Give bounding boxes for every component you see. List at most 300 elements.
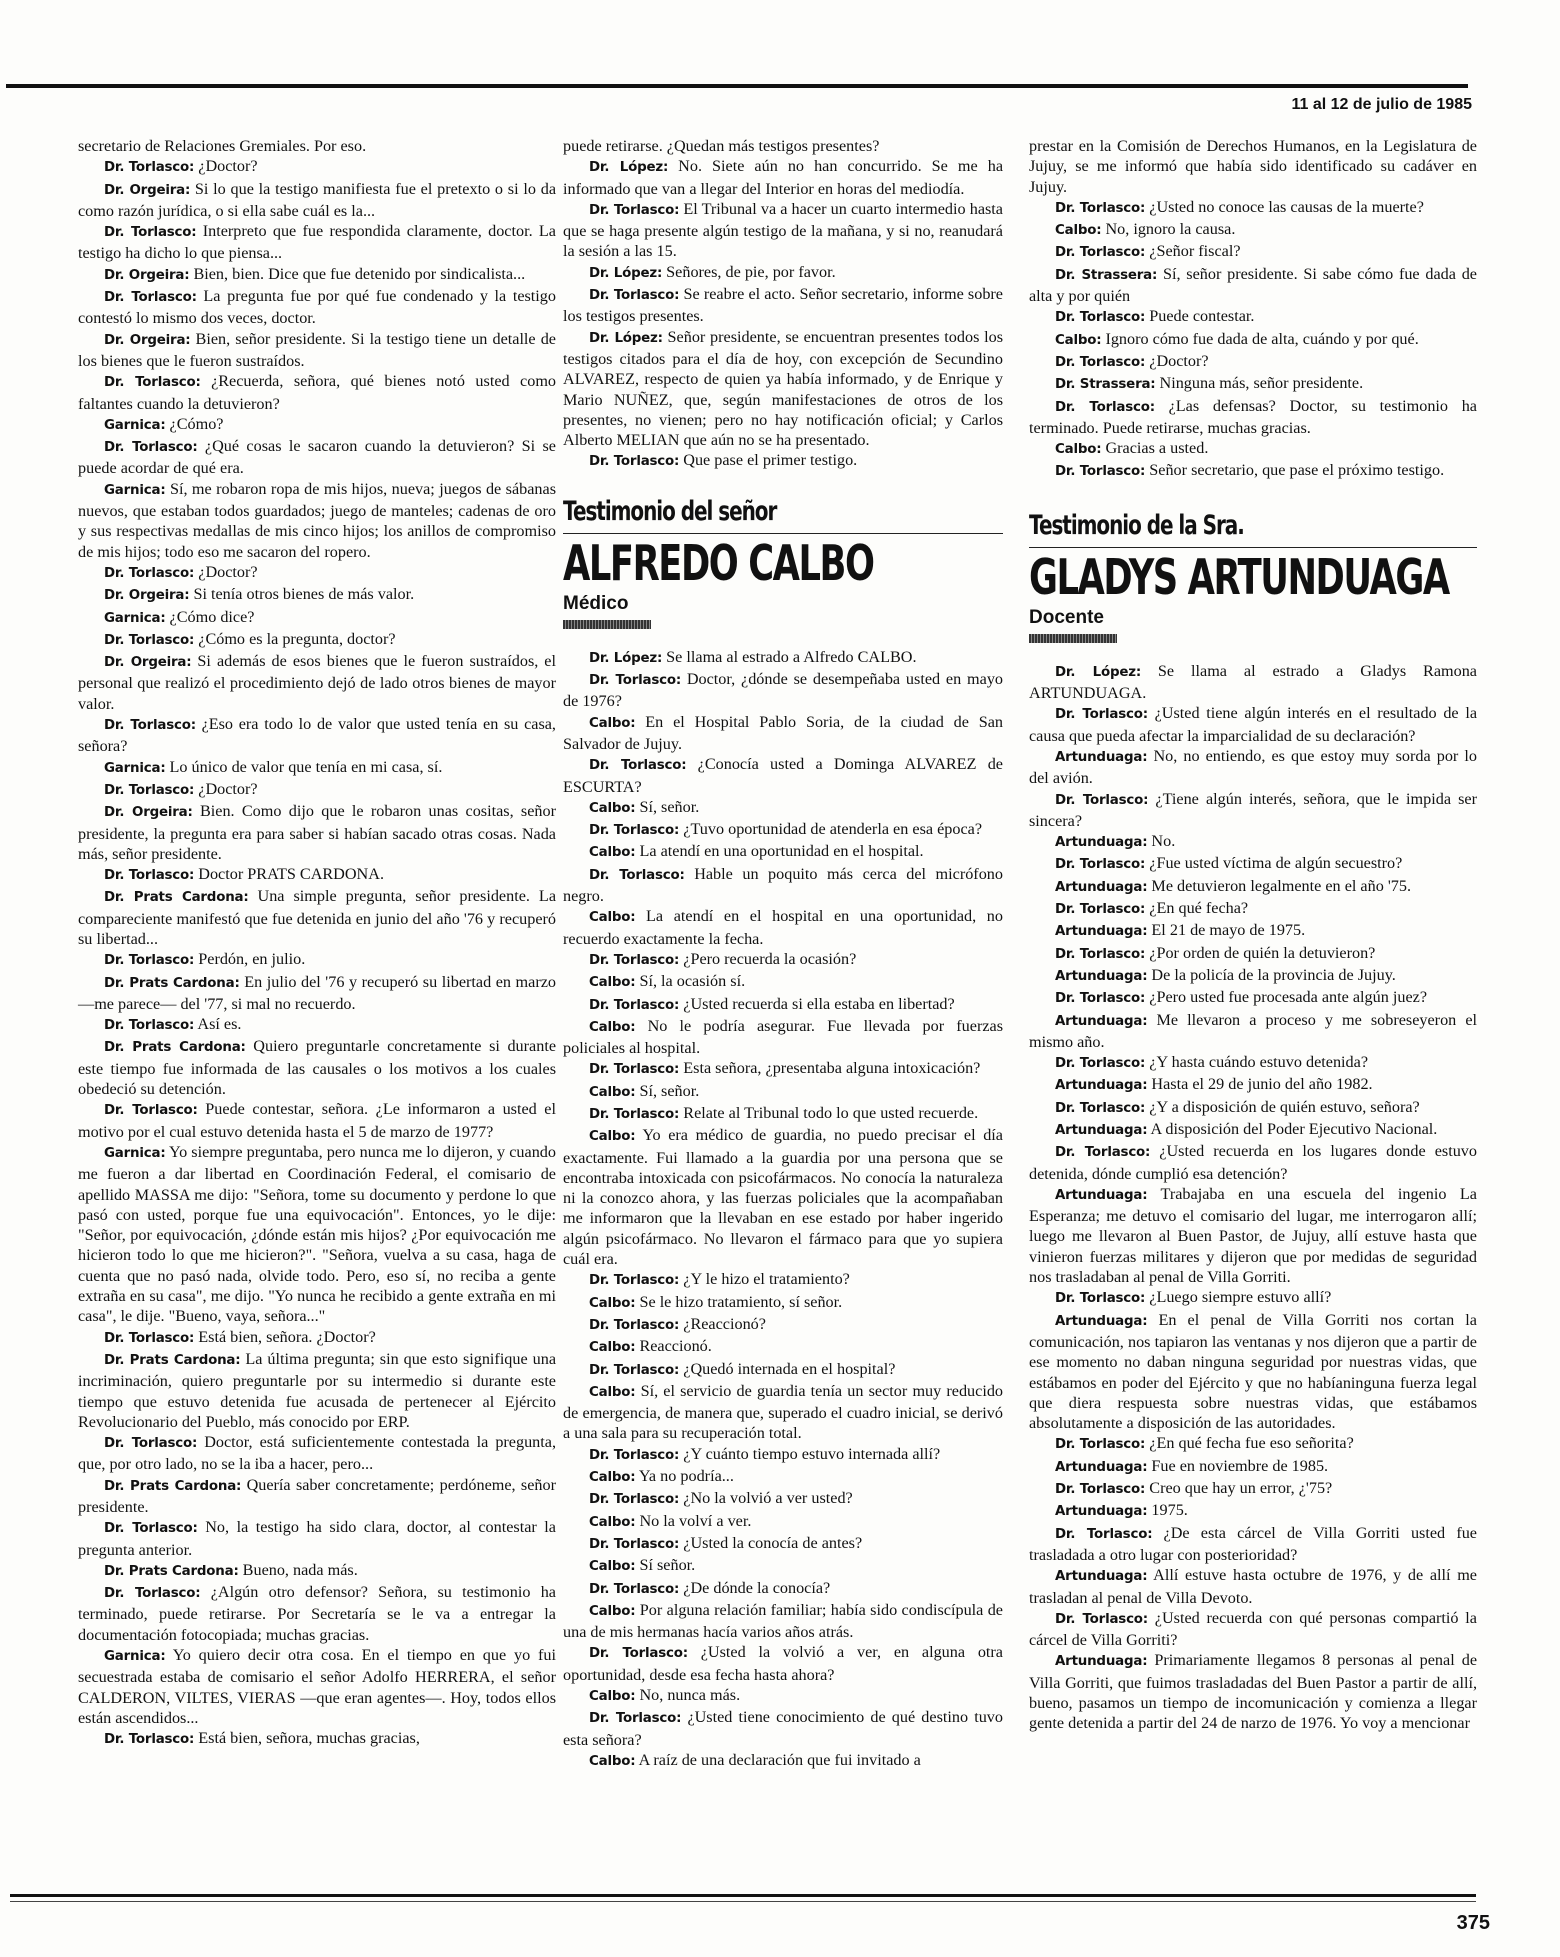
heading-rule	[563, 533, 1003, 534]
speech-text: No, nunca más.	[639, 1686, 741, 1704]
transcript-paragraph	[563, 1750, 1003, 1772]
transcript-paragraph	[563, 1292, 1003, 1314]
transcript-paragraph	[1029, 965, 1477, 987]
speech-text: Puede contestar.	[1149, 307, 1255, 326]
transcript-paragraph	[78, 414, 556, 436]
speech-text: Yo quiero decir otra cosa. En el tiempo en que yo fui secuestrada estaba de comisario el señor Adolfo HERRERA, el señor CALDERON, VILTES, VIERAS —que eran agentes—. Hoy, todos ellos están ascendidos...	[78, 1646, 556, 1727]
speaker-label: Artunduaga:	[1055, 1187, 1148, 1203]
transcript-paragraph	[1029, 661, 1477, 704]
transcript-paragraph	[1029, 1310, 1477, 1434]
transcript-paragraph	[1029, 306, 1477, 328]
transcript-paragraph	[1029, 987, 1477, 1009]
speech-text: Sí, la ocasión sí.	[639, 972, 746, 991]
speaker-label: Garnica:	[104, 1649, 166, 1665]
speech-text: Doctor, ¿dónde se desempeñaba usted en mayo de 1976?	[563, 670, 1004, 711]
speech-text: prestar en la Comisión de Derechos Humanos, en la Legislatura de Jujuy, se me informó que había sido identificado su cadáver en Jujuy.	[1029, 137, 1477, 196]
transcript-paragraph	[563, 262, 1003, 284]
transcript-paragraph	[1029, 460, 1477, 482]
speech-text: ¿De dónde la conocía?	[683, 1578, 831, 1597]
speaker-label: Dr. Torlasco:	[589, 1581, 680, 1597]
transcript-paragraph	[563, 994, 1003, 1016]
speaker-label: Artunduaga:	[1055, 1078, 1148, 1094]
testimony-heading-intro: Testimonio de la Sra.	[1029, 509, 1244, 541]
transcript-paragraph	[1029, 197, 1477, 219]
testimony-heading-intro: Testimonio del señor	[563, 495, 777, 527]
transcript-paragraph	[78, 136, 556, 156]
transcript-paragraph	[78, 1517, 556, 1560]
speech-text: Lo único de valor que tenía en mi casa, sí.	[169, 757, 443, 776]
transcript-paragraph	[563, 949, 1003, 971]
transcript-paragraph	[1029, 1052, 1477, 1074]
speech-text: ¿En qué fecha?	[1149, 899, 1249, 918]
speaker-label: Dr. Torlasco:	[589, 1273, 680, 1289]
speech-text: Hable un poquito más cerca del micrófono negro.	[563, 864, 1003, 906]
speaker-label: Dr. Orgeira:	[104, 182, 191, 198]
speaker-label: Dr. Torlasco:	[589, 1536, 680, 1552]
speech-text: Hasta el 29 de junio del año 1982.	[1151, 1075, 1373, 1094]
speaker-label: Garnica:	[104, 1145, 166, 1161]
page-number: 375	[1456, 1912, 1490, 1934]
speaker-label: Calbo:	[589, 1514, 636, 1530]
speaker-label: Dr. Torlasco:	[104, 225, 197, 241]
speech-text: Señor secretario, que pase el próximo testigo.	[1149, 461, 1445, 480]
speech-text: Bien, señor presidente. Si la testigo tiene un detalle de los bienes que le fueron sustraídos.	[78, 329, 556, 370]
speaker-label: Calbo:	[589, 845, 636, 861]
transcript-paragraph	[78, 1349, 556, 1432]
speech-text: No, la testigo ha sido clara, doctor, al contestar la pregunta anterior.	[78, 1518, 556, 1559]
speech-text: ¿Usted no conoce las causas de la muerte?	[1149, 197, 1424, 216]
speaker-label: Dr. Torlasco:	[104, 440, 198, 456]
transcript-paragraph	[1029, 1184, 1477, 1287]
transcript-paragraph	[1029, 920, 1477, 942]
speaker-label: Dr. Prats Cardona:	[104, 1040, 246, 1056]
transcript-paragraph	[78, 779, 556, 801]
speaker-label: Dr. Torlasco:	[589, 1362, 680, 1378]
transcript-paragraph	[563, 450, 1003, 472]
transcript-paragraph	[563, 797, 1003, 819]
transcript-paragraph	[563, 841, 1003, 863]
speech-text: ¿Cómo dice?	[169, 607, 255, 626]
speaker-label: Garnica:	[104, 760, 166, 776]
speaker-label: Dr. Torlasco:	[1055, 946, 1146, 962]
speaker-label: Dr. Orgeira:	[104, 267, 190, 283]
speaker-label: Dr. Torlasco:	[104, 632, 195, 648]
speech-text: La atendí en el hospital en una oportunidad, no recuerdo exactamente la fecha.	[563, 907, 1003, 948]
speaker-label: Dr. Prats Cardona:	[104, 975, 240, 991]
speaker-label: Dr. Torlasco:	[1055, 792, 1149, 808]
transcript-paragraph	[78, 1560, 556, 1582]
transcript-paragraph	[563, 754, 1003, 797]
speech-text: ¿Pero usted fue procesada ante algún juez?	[1149, 988, 1428, 1007]
speaker-label: Dr. Strassera:	[1055, 267, 1158, 283]
speech-text: Bien, bien. Dice que fue detenido por sindicalista...	[193, 264, 526, 283]
transcript-paragraph	[1029, 1565, 1477, 1608]
speech-text: Esta señora, ¿presentaba alguna intoxicación?	[683, 1059, 981, 1078]
speaker-label: Dr. Torlasco:	[104, 1732, 195, 1748]
speaker-label: Dr. Torlasco:	[104, 1103, 198, 1119]
speech-text: Sí señor.	[639, 1556, 696, 1575]
speech-text: ¿Usted la conocía de antes?	[683, 1533, 863, 1552]
transcript-paragraph	[563, 1511, 1003, 1533]
speech-text: Si tenía otros bienes de más valor.	[193, 585, 415, 604]
transcript-paragraph	[563, 1578, 1003, 1600]
speaker-label: Dr. Torlasco:	[1055, 399, 1155, 415]
speaker-label: Dr. Torlasco:	[589, 1492, 680, 1508]
speaker-label: Artunduaga:	[1055, 1459, 1148, 1475]
transcript-paragraph	[1029, 789, 1477, 832]
transcript-paragraph	[563, 136, 1003, 156]
speaker-label: Dr. Torlasco:	[1055, 902, 1146, 918]
speech-text: Ya no podría...	[638, 1467, 734, 1486]
speech-text: ¿Usted recuerda si ella estaba en libertad?	[683, 994, 955, 1013]
speaker-label: Garnica:	[104, 610, 166, 626]
column-2-transcript-top	[563, 136, 1003, 473]
speaker-label: Dr. Prats Cardona:	[104, 1478, 242, 1494]
speaker-label: Dr. Torlasco:	[589, 1106, 680, 1122]
speech-text: Me llevaron a proceso y me sobreseyeron el mismo año.	[1029, 1010, 1477, 1051]
speaker-label: Garnica:	[104, 482, 166, 498]
speech-text: ¿Quedó internada en el hospital?	[683, 1359, 896, 1378]
column-2	[563, 136, 1003, 1772]
speech-text: ¿Luego siempre estuvo allí?	[1149, 1288, 1332, 1307]
speaker-label: Calbo:	[589, 800, 636, 816]
speech-text: ¿Recuerda, señora, qué bienes notó usted como faltantes cuando la detuvieron?	[78, 372, 557, 413]
speaker-label: Dr. Torlasco:	[589, 1646, 688, 1662]
speech-text: Si además de esos bienes que le fueron sustraídos, el personal que realizó el procedimiento dejó de lado otros bienes de mayor valor.	[78, 652, 556, 713]
speech-text: Relate al Tribunal todo lo que usted recuerde.	[683, 1103, 979, 1122]
speaker-label: Dr. Torlasco:	[589, 673, 681, 689]
witness-profession: Médico	[563, 592, 629, 614]
speaker-label: Dr. López:	[589, 265, 663, 281]
speech-text: ¿Usted recuerda en los lugares donde estuvo detenida, dónde cumplió esa detención?	[1029, 1142, 1477, 1183]
speaker-label: Artunduaga:	[1055, 879, 1148, 895]
transcript-paragraph	[1029, 831, 1477, 853]
speech-text: ¿Y cuánto tiempo estuvo internada allí?	[683, 1444, 941, 1463]
speaker-label: Dr. Torlasco:	[104, 953, 195, 969]
heading-bar	[1029, 634, 1117, 643]
speech-text: Primariamente llegamos 8 personas al penal de Villa Gorriti, que fuimos trasladadas del Buen Pastor a partir de allí, bueno, pasamos un tiempo de incomunicación y comienza a llegar gente detenida a partir del 24 de narzo de 1976. Yo voy a mencionar	[1029, 1651, 1478, 1733]
speaker-label: Calbo:	[589, 1084, 636, 1100]
speech-text: No.	[1151, 832, 1176, 851]
transcript-paragraph	[1029, 241, 1477, 263]
speaker-label: Artunduaga:	[1055, 835, 1148, 851]
speech-text: Sí, el servicio de guardia tenía un sector muy reducido de emergencia, de manera que, superado el cuadro inicial, se derivó a una sala para su recuperación total.	[563, 1381, 1004, 1443]
speaker-label: Artunduaga:	[1055, 1313, 1148, 1329]
speaker-label: Dr. Torlasco:	[104, 718, 196, 734]
speaker-label: Calbo:	[1055, 332, 1102, 348]
speaker-label: Dr. Torlasco:	[1055, 707, 1148, 723]
speaker-label: Dr. Torlasco:	[1055, 1145, 1151, 1161]
speech-text: ¿Las defensas? Doctor, su testimonio ha terminado. Puede retirarse, muchas gracias.	[1029, 396, 1477, 437]
transcript-paragraph	[563, 1685, 1003, 1707]
speaker-label: Calbo:	[589, 1603, 636, 1619]
transcript-paragraph	[563, 1600, 1003, 1643]
speaker-label: Calbo:	[589, 1129, 636, 1145]
transcript-paragraph	[78, 1475, 556, 1518]
speaker-label: Artunduaga:	[1055, 1569, 1148, 1585]
witness-name-heading: ALFREDO CALBO	[563, 534, 874, 592]
transcript-paragraph	[1029, 1650, 1477, 1733]
speaker-label: Dr. Torlasco:	[1055, 991, 1146, 1007]
transcript-paragraph	[78, 1036, 556, 1099]
transcript-paragraph	[78, 1432, 556, 1475]
speaker-label: Dr. Torlasco:	[1055, 1526, 1153, 1542]
speech-text: Puede contestar, señora. ¿Le informaron a usted el motivo por el cual estuvo detenida hasta el 5 de marzo de 1977?	[78, 1100, 556, 1141]
speaker-label: Calbo:	[589, 715, 636, 731]
speaker-label: Dr. Torlasco:	[1055, 1437, 1146, 1453]
transcript-paragraph	[1029, 351, 1477, 373]
speaker-label: Calbo:	[589, 975, 636, 991]
speech-text: De la policía de la provincia de Jujuy.	[1151, 965, 1396, 984]
speech-text: ¿En qué fecha fue eso señorita?	[1149, 1434, 1354, 1453]
speech-text: ¿Algún otro defensor? Señora, su testimonio ha terminado, puede retirarse. Por Secretaría se le va a entregar la documentación fotocopiada; muchas gracias.	[78, 1583, 556, 1644]
transcript-paragraph	[563, 1125, 1003, 1269]
issue-date: 11 al 12 de julio de 1985	[1291, 96, 1472, 113]
speaker-label: Dr. Torlasco:	[589, 202, 680, 218]
speaker-label: Dr. Torlasco:	[589, 288, 680, 304]
speech-text: No, ignoro la causa.	[1105, 220, 1236, 239]
transcript-paragraph	[1029, 1500, 1477, 1522]
transcript-paragraph	[563, 819, 1003, 841]
witness-profession: Docente	[1029, 606, 1104, 628]
speech-text: ¿Doctor?	[198, 562, 258, 581]
speech-text: Sí, señor.	[639, 797, 700, 816]
speech-text: secretario de Relaciones Gremiales. Por eso.	[78, 137, 367, 155]
transcript-paragraph	[78, 1142, 556, 1327]
speech-text: Gracias a usted.	[1105, 439, 1209, 458]
speaker-label: Artunduaga:	[1055, 1504, 1148, 1520]
transcript-paragraph	[563, 1488, 1003, 1510]
speaker-label: Dr. Prats Cardona:	[104, 1563, 239, 1579]
speech-text: No le podría asegurar. Fue llevada por fuerzas policiales al hospital.	[563, 1016, 1003, 1058]
speech-text: En julio del '76 y recuperó su libertad en marzo —me parece— del '77, si mal no recuerdo.	[78, 972, 557, 1013]
transcript-paragraph	[563, 1269, 1003, 1291]
speaker-label: Dr. López:	[589, 650, 663, 666]
transcript-paragraph	[1029, 1141, 1477, 1184]
transcript-paragraph	[1029, 1097, 1477, 1119]
speaker-label: Dr. Torlasco:	[1055, 857, 1146, 873]
transcript-paragraph	[1029, 438, 1477, 460]
speaker-label: Dr. Torlasco:	[589, 758, 687, 774]
speech-text: ¿Fue usted víctima de algún secuestro?	[1149, 854, 1403, 873]
transcript-paragraph	[78, 972, 556, 1015]
speech-text: ¿Pero recuerda la ocasión?	[683, 949, 857, 968]
speaker-label: Calbo:	[589, 910, 636, 926]
transcript-paragraph	[563, 1314, 1003, 1336]
speaker-label: Artunduaga:	[1055, 924, 1148, 940]
speaker-label: Dr. Torlasco:	[589, 997, 680, 1013]
footer-rule	[10, 1894, 1476, 1897]
column-3	[1029, 136, 1477, 1734]
transcript-paragraph	[1029, 1478, 1477, 1500]
column-2-transcript-bottom	[563, 647, 1003, 1772]
speaker-label: Dr. Torlasco:	[104, 1586, 201, 1602]
speaker-label: Dr. Torlasco:	[104, 782, 195, 798]
transcript-paragraph	[78, 651, 556, 714]
speech-text: La pregunta fue por qué fue condenado y la testigo contestó lo mismo dos veces, doctor.	[78, 287, 556, 328]
speaker-label: Dr. Torlasco:	[589, 1447, 680, 1463]
transcript-paragraph	[1029, 264, 1477, 307]
speaker-label: Dr. Torlasco:	[104, 565, 195, 581]
transcript-paragraph	[1029, 136, 1477, 197]
speaker-label: Calbo:	[589, 1340, 636, 1356]
speaker-label: Dr. Torlasco:	[1055, 200, 1146, 216]
speaker-label: Dr. Prats Cardona:	[104, 890, 249, 906]
transcript-paragraph	[1029, 1523, 1477, 1566]
speaker-label: Calbo:	[589, 1470, 636, 1486]
transcript-paragraph	[563, 1336, 1003, 1358]
speech-text: Reaccionó.	[639, 1337, 712, 1356]
speech-text: Doctor PRATS CARDONA.	[198, 865, 384, 884]
speaker-label: Dr. Orgeira:	[104, 588, 190, 604]
speaker-label: Artunduaga:	[1055, 1122, 1148, 1138]
speaker-label: Dr. Torlasco:	[1055, 464, 1146, 480]
speaker-label: Dr. Torlasco:	[1055, 1291, 1146, 1307]
speaker-label: Dr. Torlasco:	[589, 1317, 680, 1333]
speaker-label: Dr. Torlasco:	[589, 1062, 680, 1078]
header-rule	[6, 84, 1468, 88]
speaker-label: Dr. Torlasco:	[589, 823, 680, 839]
speech-text: ¿No la volvió a ver usted?	[683, 1489, 853, 1508]
transcript-paragraph	[78, 562, 556, 584]
speech-text: Doctor, está suficientemente contestada la pregunta, que, por otro lado, no se la iba a hacer, pero...	[78, 1433, 556, 1474]
speech-text: Se llama al estrado a Gladys Ramona ARTUNDUAGA.	[1029, 661, 1477, 703]
speaker-label: Dr. Orgeira:	[104, 332, 191, 348]
transcript-paragraph	[78, 286, 556, 329]
transcript-paragraph	[1029, 373, 1477, 395]
transcript-paragraph	[563, 971, 1003, 993]
speech-text: Perdón, en julio.	[198, 950, 306, 969]
transcript-paragraph	[78, 607, 556, 629]
speech-text: A raíz de una declaración que fui invitado a	[638, 1750, 921, 1769]
transcript-paragraph	[78, 479, 556, 562]
speech-text: Me detuvieron legalmente en el año '75.	[1151, 876, 1411, 895]
speaker-label: Dr. Torlasco:	[104, 868, 195, 884]
speech-text: A disposición del Poder Ejecutivo Nacional.	[1150, 1119, 1438, 1138]
speech-text: No la volví a ver.	[639, 1511, 752, 1530]
witness-name-heading: GLADYS ARTUNDUAGA	[1029, 548, 1449, 606]
transcript-paragraph	[1029, 746, 1477, 789]
transcript-paragraph	[78, 329, 556, 372]
speaker-label: Calbo:	[589, 1384, 636, 1400]
speech-text: ¿Usted tiene conocimiento de qué destino tuvo esta señora?	[563, 1708, 1003, 1749]
transcript-paragraph	[78, 156, 556, 178]
transcript-paragraph	[563, 1707, 1003, 1750]
speech-text: Sí, me robaron ropa de mis hijos, nueva; juegos de sábanas nuevos, que estaban todos guardados; juego de manteles; cadenas de oro y sus respectivas medallas de mis cinco hijos; los anillos de compromiso de mis hijos; todo eso me sacaron del ropero.	[78, 479, 557, 561]
speaker-label: Dr. López:	[1055, 664, 1141, 680]
transcript-paragraph	[563, 1103, 1003, 1125]
transcript-paragraph	[78, 1582, 556, 1645]
speech-text: Está bien, señora. ¿Doctor?	[198, 1327, 376, 1346]
speech-text: ¿Usted tiene algún interés en el resultado de la causa que pueda afectar la imparcialidad de su declaración?	[1029, 704, 1478, 745]
speaker-label: Dr. Torlasco:	[1055, 1482, 1146, 1498]
transcript-paragraph	[563, 1381, 1003, 1444]
speaker-label: Artunduaga:	[1055, 749, 1148, 765]
transcript-paragraph	[78, 1099, 556, 1142]
speech-text: ¿Y a disposición de quién estuvo, señora?	[1149, 1097, 1420, 1116]
speech-text: Trabajaba en una escuela del ingenio La Esperanza; me detuvo el comisario del lugar, me interrogaron allí; luego me llevaron al Buen Pastor, de Jujuy, allí estuve hasta que vinieron fuerzas militares y dijeron que por medidas de seguridad nos trasladaban al penal de Villa Gorriti.	[1029, 1184, 1477, 1287]
transcript-paragraph	[1029, 898, 1477, 920]
speaker-label: Garnica:	[104, 417, 166, 433]
transcript-paragraph	[78, 864, 556, 886]
speech-text: El Tribunal va a hacer un cuarto intermedio hasta que se haga presente algún testigo de la mañana, y si no, reanudará la sesión a las 15.	[563, 199, 1003, 261]
speaker-label: Dr. Torlasco:	[104, 1330, 195, 1346]
speech-text: Sí, señor presidente. Si sabe cómo fue dada de alta y por quién	[1029, 264, 1477, 306]
heading-rule	[1029, 547, 1477, 548]
speech-text: ¿De esta cárcel de Villa Gorriti usted fue trasladada a otro lugar con posterioridad?	[1029, 1523, 1477, 1564]
speech-text: 1975.	[1151, 1501, 1188, 1520]
transcript-paragraph	[1029, 1119, 1477, 1141]
speaker-label: Calbo:	[589, 1689, 636, 1704]
speaker-label: Dr. Torlasco:	[104, 160, 195, 176]
speech-text: ¿Y le hizo el tratamiento?	[683, 1270, 850, 1289]
transcript-paragraph	[1029, 876, 1477, 898]
transcript-paragraph	[78, 436, 556, 479]
transcript-paragraph	[563, 327, 1003, 451]
speech-text: Interpreto que fue respondida claramente, doctor. La testigo ha dicho lo que piensa...	[78, 222, 556, 263]
transcript-paragraph	[563, 1081, 1003, 1103]
transcript-paragraph	[78, 1014, 556, 1036]
speech-text: ¿Doctor?	[198, 779, 258, 798]
speech-text: En el penal de Villa Gorriti nos cortan la comunicación, nos tapiaron las ventanas y nos dijeron que a partir de ese momento no daban ninguna seguridad por nuestras vidas, que estábamos en poder del Ejército y que no habíaninguna fuerza legal que diera respuesta sobre nuestras vidas, que estábamos absolutamente a disposición de las autoridades.	[1029, 1310, 1477, 1433]
transcript-paragraph	[78, 886, 556, 949]
transcript-paragraph	[563, 1642, 1003, 1685]
speaker-label: Dr. Torlasco:	[104, 375, 201, 391]
transcript-paragraph	[563, 284, 1003, 327]
transcript-paragraph	[563, 1058, 1003, 1080]
column-3-transcript-bottom	[1029, 661, 1477, 1734]
speaker-label: Dr. Torlasco:	[589, 1711, 682, 1727]
speaker-label: Dr. Torlasco:	[104, 1521, 198, 1537]
speech-text: ¿Por orden de quién la detuvieron?	[1149, 943, 1376, 962]
speech-text: En el Hospital Pablo Soria, de la ciudad de San Salvador de Jujuy.	[563, 712, 1004, 753]
transcript-paragraph	[1029, 853, 1477, 875]
transcript-paragraph	[78, 1327, 556, 1349]
speech-text: ¿Cómo?	[169, 414, 224, 433]
heading-bar	[563, 620, 651, 629]
transcript-paragraph	[563, 1533, 1003, 1555]
speech-text: La atendí en una oportunidad en el hospital.	[639, 842, 924, 861]
speech-text: Bien. Como dijo que le robaron unas cositas, señor presidente, la pregunta era para saber si habían sacado otras cosas. Nada más, señor presidente.	[78, 802, 556, 863]
speech-text: ¿Conocía usted a Dominga ALVAREZ de ESCURTA?	[563, 755, 1003, 796]
speech-text: Que pase el primer testigo.	[683, 451, 858, 470]
transcript-paragraph	[1029, 1010, 1477, 1053]
speech-text: ¿Qué cosas le sacaron cuando la detuvieron? Si se puede acordar de qué era.	[78, 437, 556, 478]
speech-text: Si lo que la testigo manifiesta fue el pretexto o si lo da como razón jurídica, o si ella sabe cuál es la...	[78, 179, 556, 220]
speech-text: Se le hizo tratamiento, sí señor.	[639, 1292, 843, 1311]
speaker-label: Calbo:	[1055, 442, 1102, 458]
speech-text: Yo siempre preguntaba, pero nunca me lo dijeron, y cuando me fueron a dar libertad en Coordinación Federal, el comisario de apellido MASSA me dijo: "Señora, tome su documento y perdone lo que pasó con usted, porque fue una equivocación". Entonces, yo le dije: "Señor, por equivocación, ¿dónde están mis hijos? ¿Por equivocación me hicieron todo lo que me hicieron?". "Señora, vuelva a su casa, haga de cuenta que no pasó nada, olvide todo. Pero, eso sí, no reciba a gente extraña en su casa", me dijo. "Yo nunca he recibido a gente extraña en mi casa", le dije. "Bueno, vaya, señora..."	[78, 1142, 556, 1326]
speaker-label: Artunduaga:	[1055, 1654, 1148, 1670]
speech-text: No, no entiendo, es que estoy muy sorda por lo del avión.	[1029, 746, 1477, 788]
speech-text: ¿Señor fiscal?	[1149, 242, 1241, 261]
column-1	[78, 136, 556, 1751]
speaker-label: Calbo:	[589, 1019, 636, 1035]
speaker-label: Artunduaga:	[1055, 968, 1148, 984]
speaker-label: Dr. Torlasco:	[1055, 354, 1146, 370]
speech-text: ¿Tiene algún interés, señora, que le impida ser sincera?	[1029, 789, 1478, 830]
transcript-paragraph	[563, 712, 1003, 755]
transcript-paragraph	[563, 906, 1003, 949]
transcript-paragraph	[563, 669, 1003, 712]
transcript-paragraph	[78, 629, 556, 651]
speaker-label: Dr. Torlasco:	[589, 454, 680, 470]
speaker-label: Dr. Torlasco:	[104, 290, 197, 306]
speaker-label: Dr. Torlasco:	[104, 1018, 195, 1034]
speech-text: Quería saber concretamente; perdóneme, señor presidente.	[78, 1475, 556, 1516]
transcript-paragraph	[563, 1466, 1003, 1488]
transcript-paragraph	[78, 179, 556, 222]
